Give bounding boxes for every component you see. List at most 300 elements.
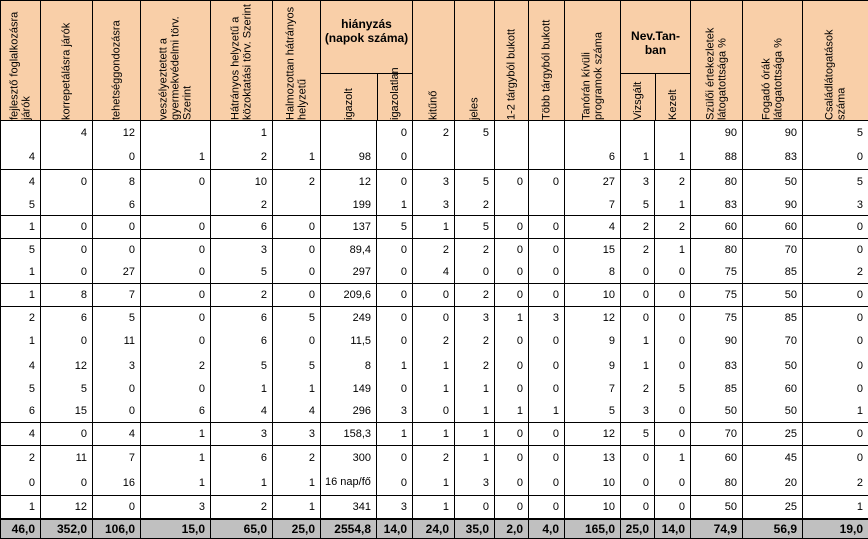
table-cell: 0 <box>41 329 93 353</box>
total-cell: 35,0 <box>455 519 495 539</box>
table-cell: 5 <box>1 194 41 216</box>
table-cell: 0 <box>529 423 565 446</box>
table-cell: 3 <box>455 470 495 496</box>
table-cell: 8 <box>41 284 93 307</box>
table-cell: 2 <box>141 353 211 378</box>
header-good: jeles <box>455 1 495 121</box>
table-cell: 60 <box>743 216 803 239</box>
table-cell: 8 <box>565 261 621 284</box>
table-cell <box>1 121 41 145</box>
table-cell: 0 <box>495 423 529 446</box>
totals-row <box>1 519 868 539</box>
table-cell: 85 <box>743 261 803 284</box>
table-cell: 27 <box>93 261 141 284</box>
table-cell: 75 <box>691 261 743 284</box>
table-cell: 10 <box>565 470 621 496</box>
table-cell: 3 <box>413 170 455 195</box>
table-cell: 90 <box>691 329 743 353</box>
table-cell: 1 <box>655 194 691 216</box>
table-cell: 1 <box>1 216 41 239</box>
table-cell: 1 <box>377 353 413 378</box>
table-cell: 2 <box>1 446 41 471</box>
table-cell: 0 <box>655 329 691 353</box>
table-cell <box>495 144 529 170</box>
table-cell: 1 <box>1 284 41 307</box>
table-cell <box>455 144 495 170</box>
table-cell: 50 <box>743 353 803 378</box>
table-cell: 0 <box>141 216 211 239</box>
table-cell: 5 <box>455 216 495 239</box>
table-cell: 3 <box>529 307 565 330</box>
table-cell: 6 <box>41 307 93 330</box>
header-multiple-disadvantaged: Halmozottan hátrányos helyzetű <box>273 1 321 121</box>
table-cell: 6 <box>1 399 41 423</box>
total-cell: 25,0 <box>621 519 655 539</box>
table-cell <box>565 121 621 145</box>
table-cell: 4 <box>1 423 41 446</box>
total-cell: 65,0 <box>211 519 273 539</box>
table-cell: 1 <box>377 423 413 446</box>
table-cell: 12 <box>565 307 621 330</box>
table-cell: 0 <box>529 378 565 399</box>
table-row <box>1 496 868 520</box>
table-cell: 209,6 <box>321 284 377 307</box>
table-cell: 1 <box>413 378 455 399</box>
table-cell: 0 <box>655 423 691 446</box>
table-cell: 1 <box>211 378 273 399</box>
table-cell: 0 <box>1 470 41 496</box>
table-cell: 0 <box>655 307 691 330</box>
table-cell: 0 <box>803 353 868 378</box>
table-cell: 5 <box>1 378 41 399</box>
table-cell: 50 <box>691 399 743 423</box>
table-row <box>1 144 868 170</box>
table-cell: 5 <box>803 121 868 145</box>
table-cell: 0 <box>413 284 455 307</box>
table-cell: 0 <box>495 329 529 353</box>
total-cell: 106,0 <box>93 519 141 539</box>
table-cell: 0 <box>495 353 529 378</box>
table-cell: 0 <box>413 399 455 423</box>
table-cell: 1 <box>495 307 529 330</box>
header-family-visits: Családlátogatások száma <box>803 1 868 121</box>
header-talent: tehetséggondozásra <box>93 1 141 121</box>
table-cell: 0 <box>803 239 868 262</box>
table-cell: 5 <box>655 378 691 399</box>
table-cell: 15 <box>565 239 621 262</box>
table-cell: 5 <box>455 121 495 145</box>
header-exam-group <box>621 1 691 121</box>
table-cell: 85 <box>743 307 803 330</box>
table-cell: 1 <box>273 496 321 520</box>
table-cell: 0 <box>455 496 495 520</box>
table-cell: 8 <box>321 353 377 378</box>
table-cell: 0 <box>803 216 868 239</box>
table-cell: 0 <box>529 284 565 307</box>
table-cell: 0 <box>93 496 141 520</box>
table-cell: 1 <box>273 470 321 496</box>
table-cell: 20 <box>743 470 803 496</box>
table-cell: 1 <box>621 329 655 353</box>
table-cell: 1 <box>1 261 41 284</box>
table-cell: 0 <box>377 170 413 195</box>
table-cell: 6 <box>211 216 273 239</box>
table-cell: 2 <box>621 216 655 239</box>
table-cell: 0 <box>529 261 565 284</box>
table-cell: 3 <box>93 353 141 378</box>
header-absence-justified: igazolt <box>321 73 377 120</box>
table-cell: 0 <box>93 239 141 262</box>
table-cell: 4 <box>1 144 41 170</box>
table-cell: 70 <box>743 329 803 353</box>
table-row <box>1 446 868 471</box>
table-cell: 2 <box>655 216 691 239</box>
table-cell: 90 <box>743 194 803 216</box>
total-cell: 46,0 <box>1 519 41 539</box>
table-cell: 5 <box>41 378 93 399</box>
table-cell: 1 <box>803 399 868 423</box>
table-cell: 88 <box>691 144 743 170</box>
table-cell: 0 <box>621 446 655 471</box>
table-cell: 1 <box>1 496 41 520</box>
total-cell: 74,9 <box>691 519 743 539</box>
total-cell: 2554,8 <box>321 519 377 539</box>
table-cell <box>273 194 321 216</box>
table-cell: 83 <box>691 353 743 378</box>
table-cell: 90 <box>743 121 803 145</box>
table-cell: 75 <box>691 307 743 330</box>
table-cell: 4 <box>41 121 93 145</box>
table-cell <box>141 194 211 216</box>
table-cell: 1 <box>621 353 655 378</box>
table-cell: 10 <box>565 496 621 520</box>
table-cell: 0 <box>141 307 211 330</box>
table-cell: 83 <box>691 194 743 216</box>
table-cell: 0 <box>655 399 691 423</box>
header-failed-more: Több tárgyból bukott <box>529 1 565 121</box>
table-cell: 0 <box>621 261 655 284</box>
table-cell: 1 <box>413 216 455 239</box>
header-exam-treated: Kezelt <box>656 73 690 120</box>
table-row <box>1 170 868 195</box>
table-cell: 0 <box>803 144 868 170</box>
header-absence-group <box>321 1 413 121</box>
table-cell: 1 <box>803 496 868 520</box>
table-cell: 12 <box>41 353 93 378</box>
table-row <box>1 329 868 353</box>
table-cell: 89,4 <box>321 239 377 262</box>
table-cell: 50 <box>743 284 803 307</box>
header-excellent: kitűnő <box>413 1 455 121</box>
table-cell: 5 <box>1 239 41 262</box>
table-cell: 0 <box>495 378 529 399</box>
table-cell: 3 <box>211 239 273 262</box>
table-cell: 5 <box>621 423 655 446</box>
total-cell: 24,0 <box>413 519 455 539</box>
table-cell: 6 <box>211 329 273 353</box>
table-header <box>1 1 868 121</box>
table-cell: 7 <box>565 378 621 399</box>
table-cell: 0 <box>141 378 211 399</box>
table-cell <box>495 194 529 216</box>
table-cell: 5 <box>273 353 321 378</box>
table-cell: 6 <box>141 399 211 423</box>
table-cell: 0 <box>273 216 321 239</box>
table-cell: 0 <box>377 284 413 307</box>
table-cell: 1 <box>529 399 565 423</box>
table-cell: 5 <box>273 307 321 330</box>
table-cell: 5 <box>211 261 273 284</box>
table-cell: 0 <box>273 284 321 307</box>
table-cell: 0 <box>655 353 691 378</box>
table-cell: 3 <box>413 194 455 216</box>
total-cell: 14,0 <box>655 519 691 539</box>
table-cell: 0 <box>803 423 868 446</box>
table-cell: 3 <box>455 307 495 330</box>
table-cell: 1 <box>1 329 41 353</box>
table-cell: 137 <box>321 216 377 239</box>
table-cell: 0 <box>529 496 565 520</box>
table-cell: 50 <box>743 399 803 423</box>
table-cell: 12 <box>93 121 141 145</box>
table-cell: 70 <box>743 239 803 262</box>
total-cell: 15,0 <box>141 519 211 539</box>
table-cell: 60 <box>743 378 803 399</box>
table-cell: 4 <box>413 261 455 284</box>
table-cell: 0 <box>141 261 211 284</box>
header-absence-title: hiányzás (napok száma) <box>321 17 412 45</box>
header-tutoring: korrepetálásra járók <box>41 1 93 121</box>
table-cell: 3 <box>621 399 655 423</box>
table-cell: 0 <box>621 307 655 330</box>
header-parent-meetings: Szülői értekezletek látogatottsága % <box>691 1 743 121</box>
table-cell: 25 <box>743 496 803 520</box>
table-cell: 0 <box>803 378 868 399</box>
table-cell: 6 <box>211 307 273 330</box>
table-cell: 7 <box>93 446 141 471</box>
table-row <box>1 216 868 239</box>
table-cell: 0 <box>93 378 141 399</box>
table-cell: 9 <box>565 329 621 353</box>
table-cell: 0 <box>655 284 691 307</box>
table-cell: 0 <box>273 239 321 262</box>
table-cell: 249 <box>321 307 377 330</box>
table-cell: 15 <box>41 399 93 423</box>
table-cell: 0 <box>621 496 655 520</box>
table-cell: 1 <box>211 470 273 496</box>
table-cell: 1 <box>413 470 455 496</box>
table-cell: 0 <box>529 446 565 471</box>
table-cell: 3 <box>621 170 655 195</box>
table-cell: 341 <box>321 496 377 520</box>
table-cell: 0 <box>93 144 141 170</box>
table-cell: 1 <box>413 353 455 378</box>
table-cell: 0 <box>41 170 93 195</box>
table-cell: 1 <box>141 423 211 446</box>
table-cell: 0 <box>495 470 529 496</box>
table-cell: 2 <box>621 378 655 399</box>
table-cell: 1 <box>211 121 273 145</box>
table-cell: 60 <box>691 446 743 471</box>
total-cell: 165,0 <box>565 519 621 539</box>
table-cell: 296 <box>321 399 377 423</box>
header-exam-examined: Vizsgált <box>621 73 655 120</box>
table-cell: 2 <box>211 194 273 216</box>
table-cell: 0 <box>803 446 868 471</box>
table-cell: 0 <box>495 216 529 239</box>
table-cell: 0 <box>621 284 655 307</box>
table-cell: 8 <box>93 170 141 195</box>
table-cell: 4 <box>1 170 41 195</box>
table-row <box>1 423 868 446</box>
table-cell <box>655 121 691 145</box>
table-cell: 1 <box>413 423 455 446</box>
table-cell: 2 <box>211 496 273 520</box>
table-cell: 5 <box>621 194 655 216</box>
table-cell: 149 <box>321 378 377 399</box>
total-cell: 352,0 <box>41 519 93 539</box>
total-cell: 19,0 <box>803 519 868 539</box>
total-cell: 25,0 <box>273 519 321 539</box>
table-cell: 5 <box>211 353 273 378</box>
table-cell: 0 <box>529 353 565 378</box>
table-cell: 50 <box>743 170 803 195</box>
table-cell: 4 <box>93 423 141 446</box>
table-cell: 5 <box>565 399 621 423</box>
table-cell: 3 <box>141 496 211 520</box>
total-cell: 2,0 <box>495 519 529 539</box>
table-cell: 2 <box>455 239 495 262</box>
table-cell: 16 <box>93 470 141 496</box>
table-cell: 1 <box>141 144 211 170</box>
table-cell: 0 <box>377 307 413 330</box>
table-cell: 0 <box>41 423 93 446</box>
table-cell: 0 <box>377 261 413 284</box>
table-cell: 0 <box>655 261 691 284</box>
table-cell: 297 <box>321 261 377 284</box>
table-cell: 0 <box>377 378 413 399</box>
table-cell: 2 <box>413 121 455 145</box>
table-cell: 0 <box>495 496 529 520</box>
header-development: fejlesztő foglalkozásra járók <box>1 1 41 121</box>
table-cell: 0 <box>377 446 413 471</box>
table-cell: 5 <box>93 307 141 330</box>
table-cell: 0 <box>495 261 529 284</box>
table-cell <box>621 121 655 145</box>
table-cell: 0 <box>529 470 565 496</box>
header-exam-title: Nev.Tan-ban <box>621 29 690 57</box>
table-cell: 0 <box>495 446 529 471</box>
table-cell: 90 <box>691 121 743 145</box>
table-cell: 2 <box>413 446 455 471</box>
table-cell: 1 <box>273 144 321 170</box>
table-cell: 0 <box>273 261 321 284</box>
table-cell: 2 <box>455 353 495 378</box>
table-cell: 85 <box>691 378 743 399</box>
table-cell: 5 <box>377 216 413 239</box>
table-cell: 2 <box>455 194 495 216</box>
table-cell: 3 <box>273 423 321 446</box>
table-cell: 10 <box>211 170 273 195</box>
table-cell: 0 <box>455 261 495 284</box>
table-cell: 12 <box>565 423 621 446</box>
table-cell: 2 <box>413 239 455 262</box>
table-cell: 0 <box>529 216 565 239</box>
table-cell: 0 <box>93 216 141 239</box>
total-cell: 56,9 <box>743 519 803 539</box>
table-cell: 0 <box>413 307 455 330</box>
table-cell: 199 <box>321 194 377 216</box>
table-cell <box>529 194 565 216</box>
table-cell <box>529 121 565 145</box>
table-cell: 4 <box>1 353 41 378</box>
table-cell: 2 <box>803 261 868 284</box>
table-cell: 0 <box>655 470 691 496</box>
table-row <box>1 239 868 262</box>
table-cell <box>529 144 565 170</box>
table-cell: 0 <box>621 470 655 496</box>
table-row <box>1 353 868 378</box>
table-row <box>1 470 868 496</box>
table-cell: 2 <box>413 329 455 353</box>
table-cell: 0 <box>529 239 565 262</box>
table-cell: 158,3 <box>321 423 377 446</box>
table-cell: 11 <box>41 446 93 471</box>
table-cell: 2 <box>455 284 495 307</box>
table-cell: 2 <box>211 144 273 170</box>
table-cell: 83 <box>743 144 803 170</box>
total-cell: 14,0 <box>377 519 413 539</box>
table-row <box>1 399 868 423</box>
table-cell: 0 <box>495 170 529 195</box>
table-cell: 4 <box>211 399 273 423</box>
table-cell: 0 <box>41 470 93 496</box>
table-cell: 1 <box>495 399 529 423</box>
table-cell: 2 <box>273 446 321 471</box>
table-cell: 0 <box>141 284 211 307</box>
table-cell: 0 <box>377 144 413 170</box>
table-cell <box>273 121 321 145</box>
table-cell: 2 <box>211 284 273 307</box>
table-row <box>1 194 868 216</box>
table-cell: 3 <box>377 399 413 423</box>
table-row <box>1 307 868 330</box>
table-cell: 4 <box>565 216 621 239</box>
table-cell: 1 <box>377 194 413 216</box>
table-cell: 0 <box>495 239 529 262</box>
table-cell: 3 <box>211 423 273 446</box>
table-cell: 16 nap/fő <box>321 470 377 496</box>
table-cell: 1 <box>621 144 655 170</box>
table-cell: 9 <box>565 353 621 378</box>
table-cell: 0 <box>41 216 93 239</box>
table-cell: 3 <box>803 194 868 216</box>
header-programs: Tanórán kívüli programok száma <box>565 1 621 121</box>
table-cell: 300 <box>321 446 377 471</box>
table-cell: 0 <box>141 170 211 195</box>
table-cell: 2 <box>621 239 655 262</box>
table-cell: 5 <box>803 170 868 195</box>
table-cell: 0 <box>377 121 413 145</box>
table-cell: 0 <box>803 329 868 353</box>
table-cell: 98 <box>321 144 377 170</box>
table-cell: 1 <box>455 399 495 423</box>
table-cell: 50 <box>691 496 743 520</box>
table-cell: 6 <box>565 144 621 170</box>
table-cell: 0 <box>377 239 413 262</box>
header-absence-unjustified: igazolatlan <box>378 73 412 120</box>
table-cell: 80 <box>691 470 743 496</box>
